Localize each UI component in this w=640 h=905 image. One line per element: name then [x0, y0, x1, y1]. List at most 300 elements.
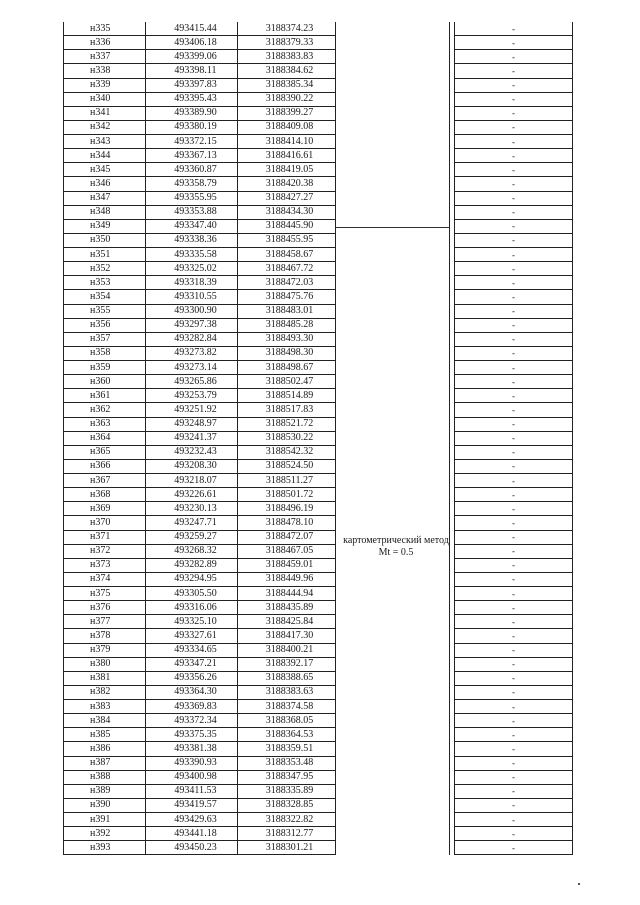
- table-row: [64, 516, 573, 530]
- x-coordinate-cell: 493230.13: [146, 502, 238, 516]
- value-cell: -: [455, 149, 573, 163]
- y-coordinate-cell: 3188392.17: [238, 657, 336, 671]
- x-coordinate-cell: 493253.79: [146, 389, 238, 403]
- y-coordinate-cell: 3188335.89: [238, 784, 336, 798]
- point-cell: н375: [64, 587, 146, 601]
- value-cell: -: [455, 375, 573, 389]
- y-coordinate-cell: 3188301.21: [238, 841, 336, 855]
- table-row: [64, 700, 573, 714]
- point-cell: н368: [64, 488, 146, 502]
- table-row: [64, 530, 573, 544]
- x-coordinate-cell: 493338.36: [146, 233, 238, 247]
- x-coordinate-cell: 493397.83: [146, 78, 238, 92]
- point-cell: н341: [64, 106, 146, 120]
- table-row: [64, 248, 573, 262]
- x-coordinate-cell: 493334.65: [146, 643, 238, 657]
- value-cell: -: [455, 587, 573, 601]
- point-cell: н366: [64, 459, 146, 473]
- table-row: [64, 728, 573, 742]
- table-row: [64, 50, 573, 64]
- value-cell: -: [455, 403, 573, 417]
- table-row: [64, 120, 573, 134]
- x-coordinate-cell: 493265.86: [146, 375, 238, 389]
- point-cell: н337: [64, 50, 146, 64]
- table-row: [64, 502, 573, 516]
- x-coordinate-cell: 493268.32: [146, 544, 238, 558]
- method-label: картометрический метод Mt = 0.5: [343, 535, 449, 558]
- value-cell: -: [455, 629, 573, 643]
- x-coordinate-cell: 493364.30: [146, 685, 238, 699]
- point-cell: н344: [64, 149, 146, 163]
- y-coordinate-cell: 3188478.10: [238, 516, 336, 530]
- x-coordinate-cell: 493390.93: [146, 756, 238, 770]
- table-row: [64, 714, 573, 728]
- value-cell: -: [455, 36, 573, 50]
- coordinates-table: [63, 22, 573, 855]
- table-row: [64, 756, 573, 770]
- y-coordinate-cell: 3188435.89: [238, 601, 336, 615]
- y-coordinate-cell: 3188374.58: [238, 700, 336, 714]
- value-cell: -: [455, 530, 573, 544]
- x-coordinate-cell: 493318.39: [146, 276, 238, 290]
- value-cell: -: [455, 120, 573, 134]
- y-coordinate-cell: 3188517.83: [238, 403, 336, 417]
- value-cell: -: [455, 361, 573, 375]
- table-row: [64, 770, 573, 784]
- point-cell: н352: [64, 262, 146, 276]
- table-row: [64, 827, 573, 841]
- y-coordinate-cell: 3188542.32: [238, 445, 336, 459]
- x-coordinate-cell: 493247.71: [146, 516, 238, 530]
- point-cell: н372: [64, 544, 146, 558]
- y-coordinate-cell: 3188524.50: [238, 459, 336, 473]
- table-row: [64, 389, 573, 403]
- value-cell: -: [455, 417, 573, 431]
- y-coordinate-cell: 3188498.67: [238, 361, 336, 375]
- table-row: [64, 798, 573, 812]
- table-row: [64, 304, 573, 318]
- table-row: [64, 64, 573, 78]
- x-coordinate-cell: 493353.88: [146, 205, 238, 219]
- value-cell: -: [455, 798, 573, 812]
- y-coordinate-cell: 3188416.61: [238, 149, 336, 163]
- y-coordinate-cell: 3188374.23: [238, 22, 336, 36]
- table-row: [64, 474, 573, 488]
- y-coordinate-cell: 3188458.67: [238, 248, 336, 262]
- value-cell: -: [455, 64, 573, 78]
- point-cell: н382: [64, 685, 146, 699]
- y-coordinate-cell: 3188514.89: [238, 389, 336, 403]
- table-row: [64, 417, 573, 431]
- x-coordinate-cell: 493251.92: [146, 403, 238, 417]
- y-coordinate-cell: 3188364.53: [238, 728, 336, 742]
- value-cell: -: [455, 813, 573, 827]
- value-cell: -: [455, 22, 573, 36]
- y-coordinate-cell: 3188501.72: [238, 488, 336, 502]
- table-row: [64, 784, 573, 798]
- x-coordinate-cell: 493347.21: [146, 657, 238, 671]
- table-row: [64, 742, 573, 756]
- value-cell: -: [455, 770, 573, 784]
- y-coordinate-cell: 3188368.05: [238, 714, 336, 728]
- value-cell: -: [455, 728, 573, 742]
- point-cell: н377: [64, 615, 146, 629]
- value-cell: -: [455, 219, 573, 233]
- point-cell: н362: [64, 403, 146, 417]
- y-coordinate-cell: 3188530.22: [238, 431, 336, 445]
- table-row: [64, 163, 573, 177]
- value-cell: -: [455, 474, 573, 488]
- point-cell: н392: [64, 827, 146, 841]
- x-coordinate-cell: 493399.06: [146, 50, 238, 64]
- point-cell: н381: [64, 671, 146, 685]
- y-coordinate-cell: 3188383.63: [238, 685, 336, 699]
- method-cell: [336, 22, 450, 855]
- x-coordinate-cell: 493395.43: [146, 92, 238, 106]
- y-coordinate-cell: 3188359.51: [238, 742, 336, 756]
- y-coordinate-cell: 3188521.72: [238, 417, 336, 431]
- value-cell: -: [455, 827, 573, 841]
- x-coordinate-cell: 493415.44: [146, 22, 238, 36]
- x-coordinate-cell: 493208.30: [146, 459, 238, 473]
- value-cell: -: [455, 601, 573, 615]
- point-cell: н373: [64, 558, 146, 572]
- x-coordinate-cell: 493282.84: [146, 332, 238, 346]
- x-coordinate-cell: 493369.83: [146, 700, 238, 714]
- point-cell: н390: [64, 798, 146, 812]
- value-cell: -: [455, 643, 573, 657]
- value-cell: -: [455, 106, 573, 120]
- point-cell: н385: [64, 728, 146, 742]
- point-cell: н370: [64, 516, 146, 530]
- x-coordinate-cell: 493375.35: [146, 728, 238, 742]
- table-row: [64, 219, 573, 233]
- point-cell: н351: [64, 248, 146, 262]
- x-coordinate-cell: 493282.89: [146, 558, 238, 572]
- table-row: [64, 629, 573, 643]
- x-coordinate-cell: 493294.95: [146, 572, 238, 586]
- table-row: [64, 106, 573, 120]
- point-cell: н345: [64, 163, 146, 177]
- x-coordinate-cell: 493360.87: [146, 163, 238, 177]
- value-cell: -: [455, 177, 573, 191]
- y-coordinate-cell: 3188427.27: [238, 191, 336, 205]
- point-cell: н379: [64, 643, 146, 657]
- value-cell: -: [455, 431, 573, 445]
- value-cell: -: [455, 841, 573, 855]
- value-cell: -: [455, 135, 573, 149]
- table-row: [64, 262, 573, 276]
- y-coordinate-cell: 3188322.82: [238, 813, 336, 827]
- y-coordinate-cell: 3188347.95: [238, 770, 336, 784]
- x-coordinate-cell: 493411.53: [146, 784, 238, 798]
- table-row: [64, 177, 573, 191]
- point-cell: н346: [64, 177, 146, 191]
- y-coordinate-cell: 3188459.01: [238, 558, 336, 572]
- point-cell: н357: [64, 332, 146, 346]
- table-row: [64, 318, 573, 332]
- value-cell: -: [455, 756, 573, 770]
- y-coordinate-cell: 3188385.34: [238, 78, 336, 92]
- point-cell: н388: [64, 770, 146, 784]
- point-cell: н349: [64, 219, 146, 233]
- value-cell: -: [455, 78, 573, 92]
- y-coordinate-cell: 3188328.85: [238, 798, 336, 812]
- point-cell: н356: [64, 318, 146, 332]
- point-cell: н354: [64, 290, 146, 304]
- point-cell: н361: [64, 389, 146, 403]
- y-coordinate-cell: 3188455.95: [238, 233, 336, 247]
- y-coordinate-cell: 3188498.30: [238, 346, 336, 360]
- x-coordinate-cell: 493406.18: [146, 36, 238, 50]
- y-coordinate-cell: 3188485.28: [238, 318, 336, 332]
- value-cell: -: [455, 205, 573, 219]
- value-cell: -: [455, 516, 573, 530]
- x-coordinate-cell: 493380.19: [146, 120, 238, 134]
- table-row: [64, 841, 573, 855]
- point-cell: н353: [64, 276, 146, 290]
- value-cell: -: [455, 572, 573, 586]
- point-cell: н350: [64, 233, 146, 247]
- x-coordinate-cell: 493389.90: [146, 106, 238, 120]
- x-coordinate-cell: 493429.63: [146, 813, 238, 827]
- x-coordinate-cell: 493400.98: [146, 770, 238, 784]
- x-coordinate-cell: 493226.61: [146, 488, 238, 502]
- point-cell: н339: [64, 78, 146, 92]
- value-cell: -: [455, 615, 573, 629]
- table-row: [64, 22, 573, 36]
- y-coordinate-cell: 3188379.33: [238, 36, 336, 50]
- value-cell: -: [455, 276, 573, 290]
- x-coordinate-cell: 493347.40: [146, 219, 238, 233]
- table-row: [64, 643, 573, 657]
- value-cell: -: [455, 445, 573, 459]
- x-coordinate-cell: 493305.50: [146, 587, 238, 601]
- value-cell: -: [455, 304, 573, 318]
- x-coordinate-cell: 493358.79: [146, 177, 238, 191]
- table-row: [64, 346, 573, 360]
- point-cell: н386: [64, 742, 146, 756]
- value-cell: -: [455, 558, 573, 572]
- point-cell: н376: [64, 601, 146, 615]
- x-coordinate-cell: 493441.18: [146, 827, 238, 841]
- point-cell: н360: [64, 375, 146, 389]
- x-coordinate-cell: 493325.10: [146, 615, 238, 629]
- y-coordinate-cell: 3188420.38: [238, 177, 336, 191]
- y-coordinate-cell: 3188400.21: [238, 643, 336, 657]
- x-coordinate-cell: 493218.07: [146, 474, 238, 488]
- x-coordinate-cell: 493335.58: [146, 248, 238, 262]
- y-coordinate-cell: 3188414.10: [238, 135, 336, 149]
- point-cell: н348: [64, 205, 146, 219]
- x-coordinate-cell: 493450.23: [146, 841, 238, 855]
- table-row: [64, 685, 573, 699]
- value-cell: -: [455, 50, 573, 64]
- table-row: [64, 205, 573, 219]
- point-cell: н358: [64, 346, 146, 360]
- table-row: [64, 657, 573, 671]
- y-coordinate-cell: 3188502.47: [238, 375, 336, 389]
- value-cell: -: [455, 318, 573, 332]
- x-coordinate-cell: 493248.97: [146, 417, 238, 431]
- y-coordinate-cell: 3188425.84: [238, 615, 336, 629]
- value-cell: -: [455, 671, 573, 685]
- table-row: [64, 671, 573, 685]
- x-coordinate-cell: 493310.55: [146, 290, 238, 304]
- value-cell: -: [455, 92, 573, 106]
- y-coordinate-cell: 3188483.01: [238, 304, 336, 318]
- y-coordinate-cell: 3188399.27: [238, 106, 336, 120]
- value-cell: -: [455, 784, 573, 798]
- point-cell: н387: [64, 756, 146, 770]
- y-coordinate-cell: 3188390.22: [238, 92, 336, 106]
- table-row: [64, 544, 573, 558]
- x-coordinate-cell: 493316.06: [146, 601, 238, 615]
- table-row: [64, 558, 573, 572]
- value-cell: -: [455, 248, 573, 262]
- table-row: [64, 276, 573, 290]
- table-row: [64, 290, 573, 304]
- y-coordinate-cell: 3188384.62: [238, 64, 336, 78]
- y-coordinate-cell: 3188312.77: [238, 827, 336, 841]
- value-cell: -: [455, 290, 573, 304]
- x-coordinate-cell: 493355.95: [146, 191, 238, 205]
- point-cell: н383: [64, 700, 146, 714]
- value-cell: -: [455, 459, 573, 473]
- table-row: [64, 431, 573, 445]
- x-coordinate-cell: 493372.15: [146, 135, 238, 149]
- point-cell: н367: [64, 474, 146, 488]
- value-cell: -: [455, 191, 573, 205]
- y-coordinate-cell: 3188434.30: [238, 205, 336, 219]
- point-cell: н363: [64, 417, 146, 431]
- point-cell: н393: [64, 841, 146, 855]
- value-cell: -: [455, 389, 573, 403]
- value-cell: -: [455, 346, 573, 360]
- x-coordinate-cell: 493381.38: [146, 742, 238, 756]
- point-cell: н371: [64, 530, 146, 544]
- value-cell: -: [455, 233, 573, 247]
- x-coordinate-cell: 493398.11: [146, 64, 238, 78]
- table-row: [64, 332, 573, 346]
- table-row: [64, 135, 573, 149]
- y-coordinate-cell: 3188511.27: [238, 474, 336, 488]
- value-cell: -: [455, 657, 573, 671]
- table-row: [64, 361, 573, 375]
- value-cell: -: [455, 488, 573, 502]
- x-coordinate-cell: 493241.37: [146, 431, 238, 445]
- value-cell: -: [455, 685, 573, 699]
- y-coordinate-cell: 3188449.96: [238, 572, 336, 586]
- point-cell: н378: [64, 629, 146, 643]
- table-row: [64, 601, 573, 615]
- table-row: [64, 233, 573, 247]
- y-coordinate-cell: 3188467.72: [238, 262, 336, 276]
- x-coordinate-cell: 493372.34: [146, 714, 238, 728]
- y-coordinate-cell: 3188417.30: [238, 629, 336, 643]
- y-coordinate-cell: 3188496.19: [238, 502, 336, 516]
- point-cell: н364: [64, 431, 146, 445]
- x-coordinate-cell: 493273.14: [146, 361, 238, 375]
- table-row: [64, 459, 573, 473]
- point-cell: н391: [64, 813, 146, 827]
- point-cell: н343: [64, 135, 146, 149]
- point-cell: н374: [64, 572, 146, 586]
- x-coordinate-cell: 493273.82: [146, 346, 238, 360]
- value-cell: -: [455, 700, 573, 714]
- point-cell: н338: [64, 64, 146, 78]
- value-cell: -: [455, 332, 573, 346]
- y-coordinate-cell: 3188409.08: [238, 120, 336, 134]
- value-cell: -: [455, 714, 573, 728]
- point-cell: н365: [64, 445, 146, 459]
- point-cell: н384: [64, 714, 146, 728]
- table-row: [64, 572, 573, 586]
- coordinates-table-body: [64, 22, 573, 855]
- value-cell: -: [455, 262, 573, 276]
- y-coordinate-cell: 3188472.03: [238, 276, 336, 290]
- point-cell: н369: [64, 502, 146, 516]
- value-cell: -: [455, 163, 573, 177]
- point-cell: н342: [64, 120, 146, 134]
- table-row: [64, 149, 573, 163]
- point-cell: н380: [64, 657, 146, 671]
- y-coordinate-cell: 3188388.65: [238, 671, 336, 685]
- table-row: [64, 36, 573, 50]
- x-coordinate-cell: 493419.57: [146, 798, 238, 812]
- table-row: [64, 92, 573, 106]
- x-coordinate-cell: 493356.26: [146, 671, 238, 685]
- x-coordinate-cell: 493325.02: [146, 262, 238, 276]
- table-row: [64, 813, 573, 827]
- table-row: [64, 78, 573, 92]
- y-coordinate-cell: 3188475.76: [238, 290, 336, 304]
- value-cell: -: [455, 502, 573, 516]
- table-row: [64, 587, 573, 601]
- y-coordinate-cell: 3188383.83: [238, 50, 336, 64]
- x-coordinate-cell: 493300.90: [146, 304, 238, 318]
- table-row: [64, 191, 573, 205]
- scan-dot: [578, 883, 580, 885]
- point-cell: н335: [64, 22, 146, 36]
- point-cell: н355: [64, 304, 146, 318]
- y-coordinate-cell: 3188419.05: [238, 163, 336, 177]
- method-separator-line: [336, 227, 450, 228]
- table-row: [64, 488, 573, 502]
- point-cell: н336: [64, 36, 146, 50]
- y-coordinate-cell: 3188353.48: [238, 756, 336, 770]
- point-cell: н359: [64, 361, 146, 375]
- x-coordinate-cell: 493327.61: [146, 629, 238, 643]
- table-row: [64, 403, 573, 417]
- value-cell: -: [455, 742, 573, 756]
- y-coordinate-cell: 3188493.30: [238, 332, 336, 346]
- x-coordinate-cell: 493367.13: [146, 149, 238, 163]
- y-coordinate-cell: 3188445.90: [238, 219, 336, 233]
- point-cell: н389: [64, 784, 146, 798]
- x-coordinate-cell: 493232.43: [146, 445, 238, 459]
- y-coordinate-cell: 3188472.07: [238, 530, 336, 544]
- x-coordinate-cell: 493297.38: [146, 318, 238, 332]
- value-cell: -: [455, 544, 573, 558]
- table-row: [64, 445, 573, 459]
- table-row: [64, 615, 573, 629]
- y-coordinate-cell: 3188444.94: [238, 587, 336, 601]
- x-coordinate-cell: 493259.27: [146, 530, 238, 544]
- table-row: [64, 375, 573, 389]
- point-cell: н347: [64, 191, 146, 205]
- y-coordinate-cell: 3188467.05: [238, 544, 336, 558]
